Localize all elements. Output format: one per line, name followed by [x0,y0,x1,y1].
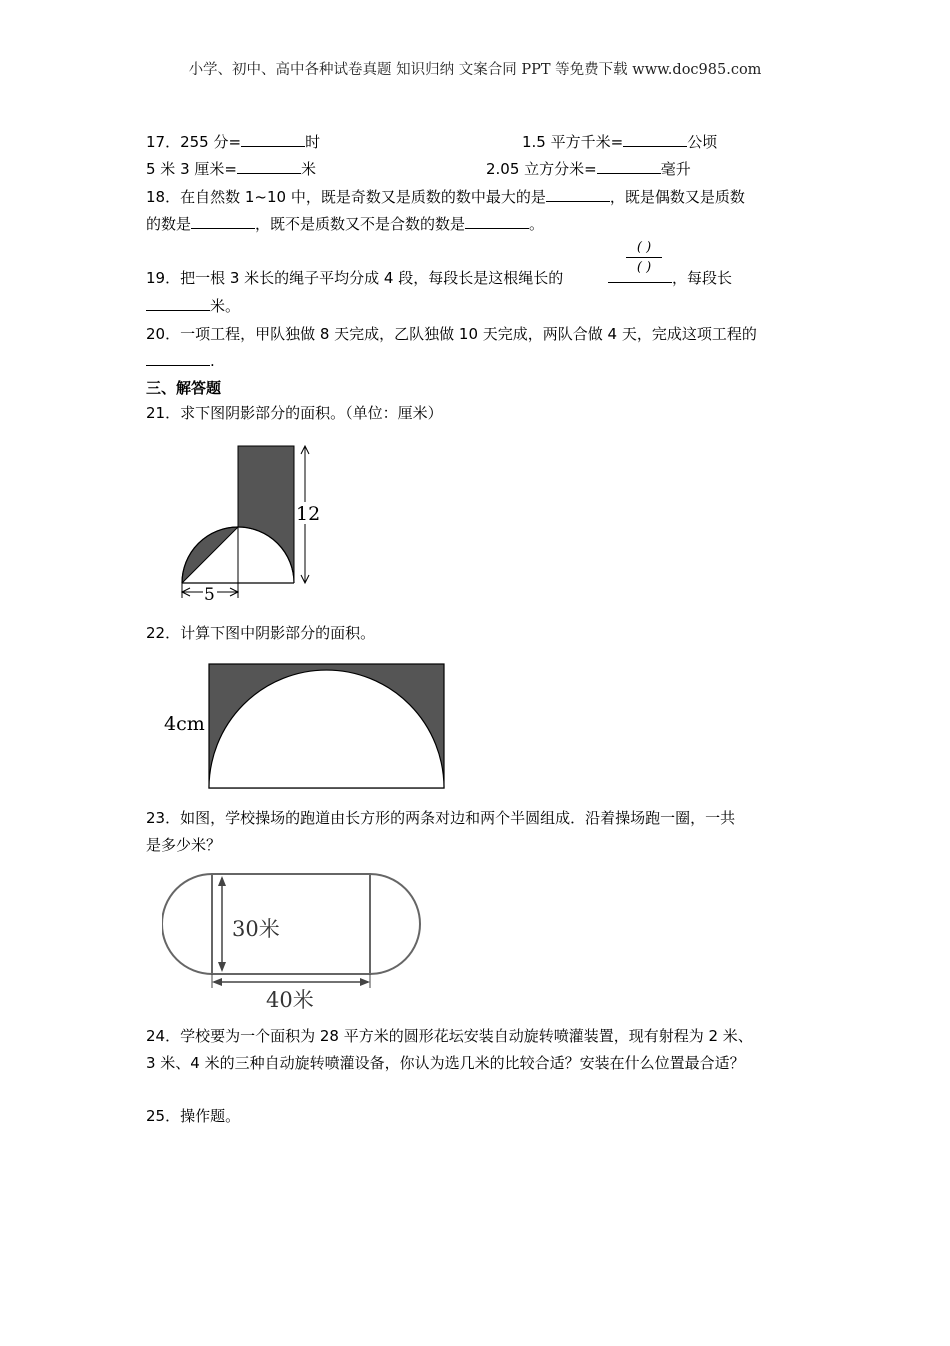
q17-b-unit: 公顷 [687,133,718,151]
q23-line-1: 23．如图，学校操场的跑道由长方形的两条对边和两个半圆组成．沿着操场跑一圈，一共 [146,809,736,827]
label-30m: 30米 [232,917,280,941]
q19-text-1: 19．把一根 3 米长的绳子平均分成 4 段，每段长是这根绳长的 [146,269,564,287]
q18-text-2: ，既是偶数又是质数 [609,188,745,206]
q17-d-text: 2.05 立方分米= [486,160,597,178]
q17-d-unit: 毫升 [660,160,691,178]
arrow-left-icon [212,978,222,986]
q18-line-2 [146,214,544,234]
q18-text-1: 18．在自然数 1~10 中，既是奇数又是质数的数中最大的是 [146,188,546,206]
q17-line-2a [146,159,316,179]
section-heading: 三、解答题 [146,379,222,397]
q19-text-3: 米。 [210,297,241,315]
q23-line-2: 是多少米？ [146,836,222,854]
answer-blank[interactable] [191,214,255,229]
shaded-rectangle [238,446,294,583]
q17-line-1a [146,132,320,152]
q17-c-unit: 米 [300,160,316,178]
q24-line-2: 3 米、4 米的三种自动旋转喷灌设备，你认为选几米的比较合适？安装在什么位置最合适？ [146,1054,745,1072]
q20-line-2 [146,351,215,371]
page-header: 小学、初中、高中各种试卷真题 知识归纳 文案合同 PPT 等免费下载 www.doc985.com [188,62,762,78]
fraction [626,240,662,275]
q22-figure [158,660,450,792]
answer-blank[interactable] [546,187,610,202]
fraction-denominator: ( ) [636,260,652,275]
answer-blank[interactable] [623,132,687,147]
fraction-bar [626,257,662,258]
q18-line-1 [146,187,745,207]
q19-line-2 [146,296,240,316]
answer-blank[interactable] [465,214,529,229]
q18-text-4: ，既不是质数又不是合数的数是 [255,215,466,233]
q25-question: 25．操作题。 [146,1107,241,1125]
answer-blank[interactable] [597,159,661,174]
q17-line-1b [522,132,717,152]
q17-a-text: 17．255 分= [146,133,242,151]
label-5: 5 [204,585,215,605]
q17-b-text: 1.5 平方千米= [522,133,624,151]
q18-text-5: 。 [529,215,545,233]
q21-figure [170,438,330,606]
arrow-right-icon [360,978,370,986]
q17-c-text: 5 米 3 厘米= [146,160,237,178]
q17-a-unit: 时 [305,133,321,151]
q19-text-2: ，每段长 [672,269,733,287]
q18-text-3: 的数是 [146,215,192,233]
shaded-segment [182,527,238,583]
q24-line-1: 24．学校要为一个面积为 28 平方米的圆形花坛安装自动旋转喷灌装置，现有射程为 2 米、 [146,1027,753,1045]
answer-blank[interactable] [146,351,210,366]
q21-question: 21．求下图阴影部分的面积。（单位：厘米） [146,404,443,422]
q20-text-end: . [210,352,215,370]
track-outline [162,874,420,974]
q23-figure [162,864,424,1014]
fraction-numerator: ( ) [636,240,652,255]
q22-question: 22．计算下图中阴影部分的面积。 [146,624,376,642]
label-12: 12 [296,503,321,525]
label-40m: 40米 [266,988,314,1012]
q20-line-1: 20．一项工程，甲队独做 8 天完成，乙队独做 10 天完成，两队合做 4 天，完成这项工程的 [146,325,757,343]
answer-blank[interactable] [241,132,305,147]
label-4cm: 4cm [164,713,205,735]
answer-blank[interactable] [237,159,301,174]
answer-blank[interactable] [146,296,210,311]
q17-line-2b [486,159,691,179]
